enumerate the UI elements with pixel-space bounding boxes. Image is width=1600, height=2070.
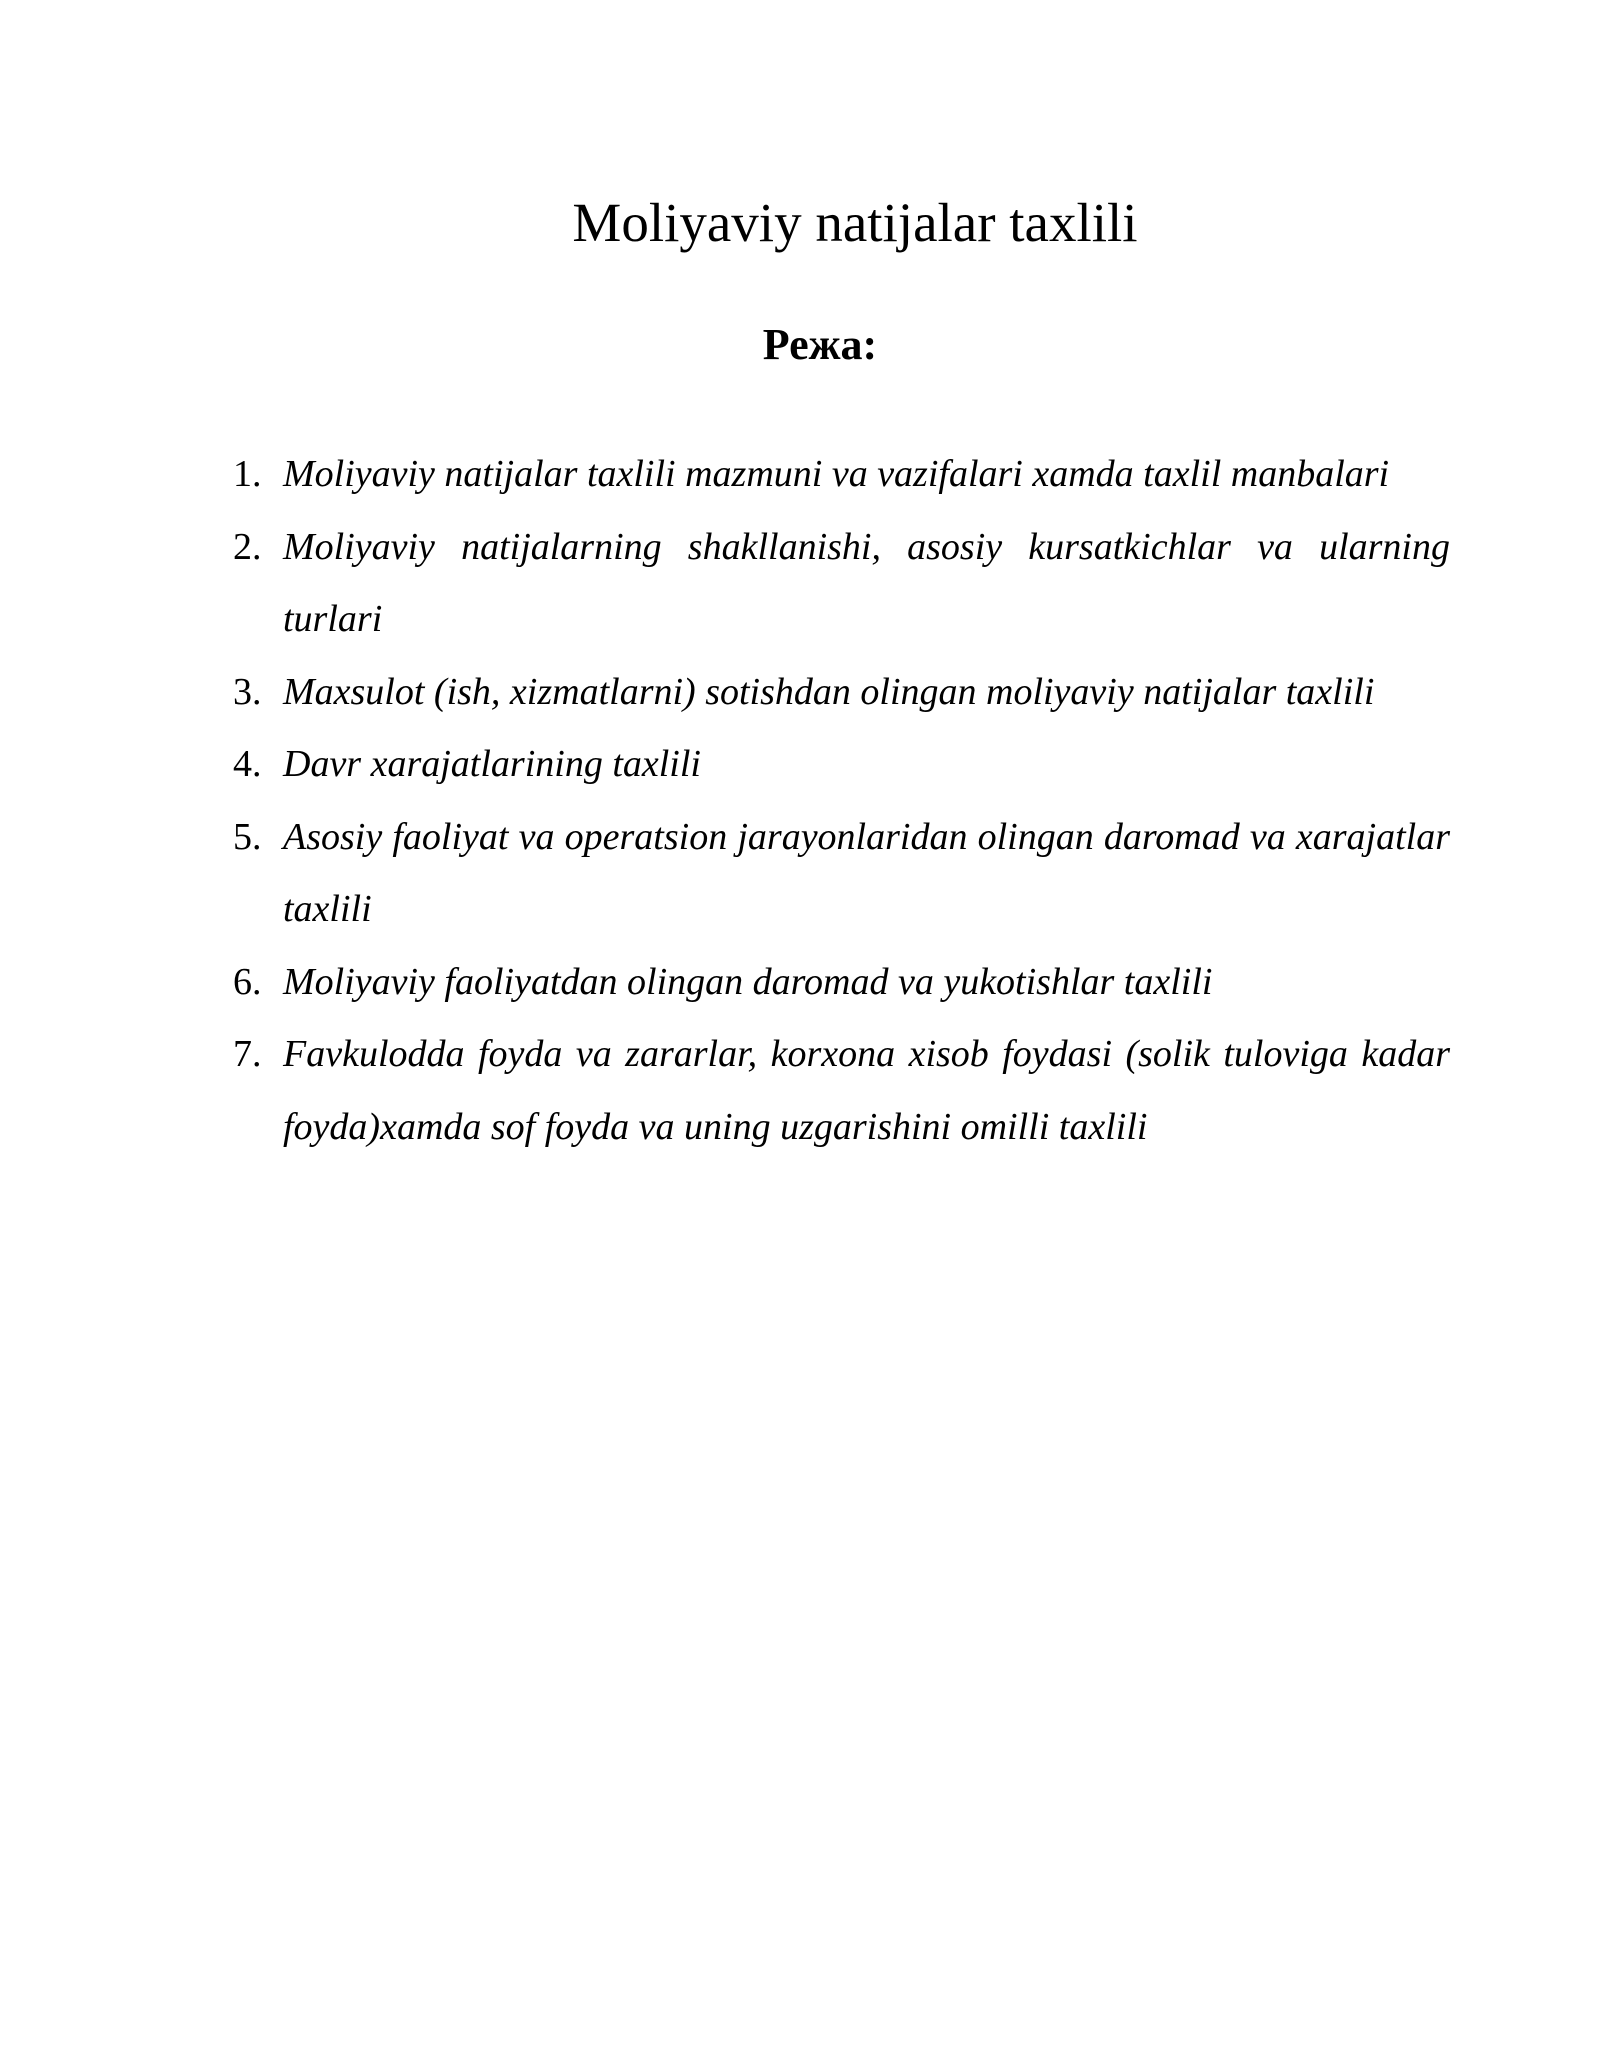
plan-item-2 — [233, 511, 1450, 656]
plan-item-4 — [233, 728, 1450, 801]
plan-item-number: 7. — [233, 1033, 262, 1075]
plan-item-text: Moliyaviy natijalarning shakllanishi, asosiy kursatkichlar va ularning turlari — [283, 525, 1450, 640]
plan-item-6 — [233, 946, 1450, 1019]
plan-item-5 — [233, 801, 1450, 946]
plan-item-number: 5. — [233, 815, 262, 858]
plan-item-number: 4. — [233, 743, 262, 785]
plan-item-number: 6. — [233, 960, 262, 1003]
plan-heading: Режа: — [762, 320, 878, 369]
plan-item-text: Favkulodda foyda va zararlar, korxona xisob foydasi (solik tuloviga kadar foyda)xamda sof foyda va uning uzgarishini omilli taxlili — [283, 1033, 1450, 1148]
plan-item-7 — [233, 1018, 1450, 1163]
plan-item-text: Maxsulot (ish, xizmatlarni) sotishdan olingan moliyaviy natijalar taxlili — [283, 670, 1375, 713]
plan-item-text: Moliyaviy natijalar taxlili mazmuni va vazifalari xamda taxlil manbalari — [283, 453, 1390, 495]
plan-item-1 — [233, 438, 1450, 511]
plan-item-number: 3. — [233, 670, 262, 713]
plan-item-3 — [233, 656, 1450, 729]
plan-list — [233, 438, 1450, 1163]
plan-item-text: Davr xarajatlarining taxlili — [283, 743, 701, 785]
document-title: Moliyaviy natijalar taxlili — [572, 192, 1138, 253]
plan-item-text: Asosiy faoliyat va operatsion jarayonlaridan olingan daromad va xarajatlar taxlili — [283, 815, 1450, 930]
plan-item-number: 2. — [233, 525, 262, 568]
plan-item-text: Moliyaviy faoliyatdan olingan daromad va yukotishlar taxlili — [283, 960, 1213, 1003]
plan-item-number: 1. — [233, 453, 262, 495]
